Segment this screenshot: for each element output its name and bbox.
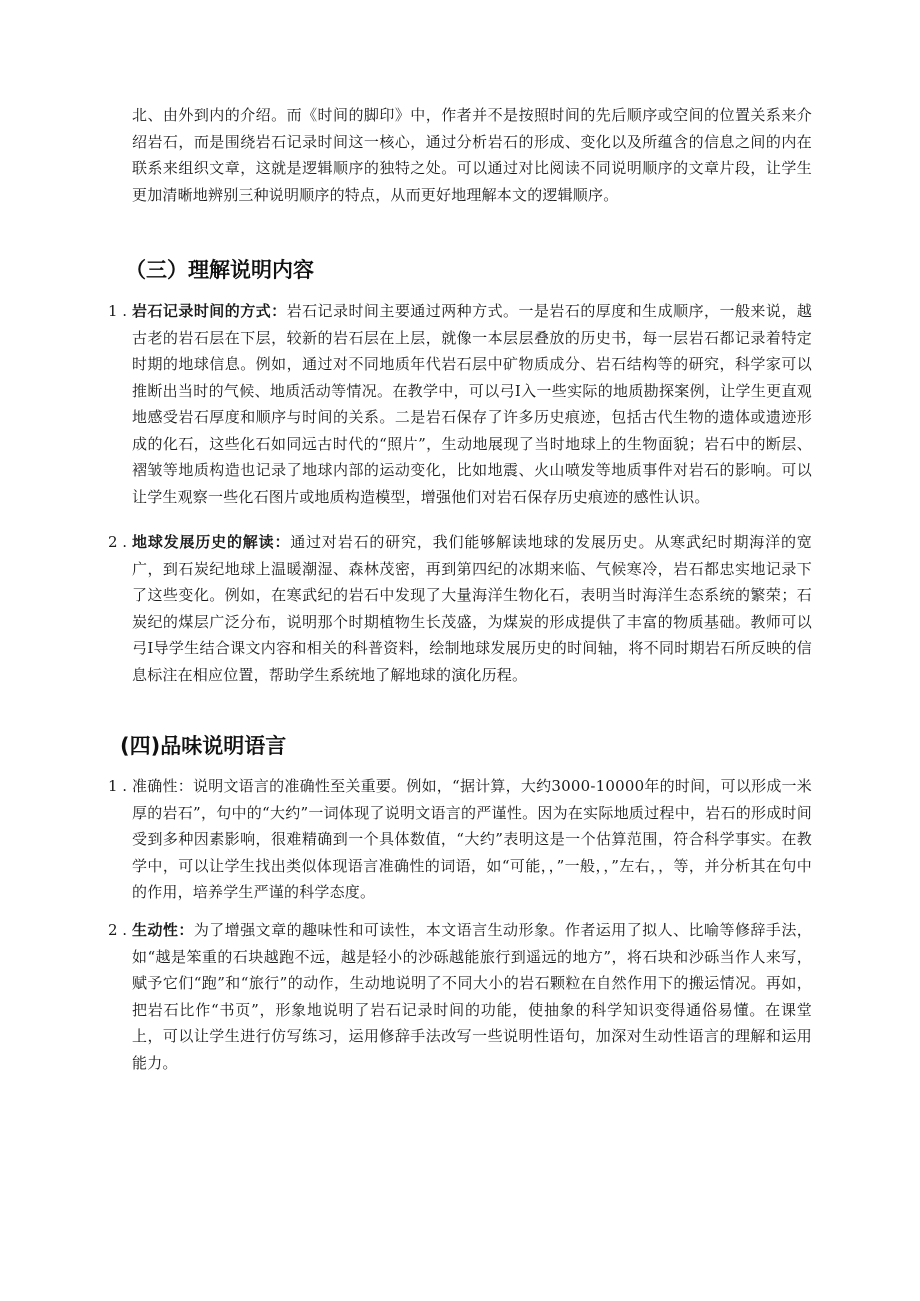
- list-item: [108, 529, 812, 688]
- list-item: [108, 298, 812, 510]
- section-heading-4: (四)品味说明语言: [120, 734, 287, 758]
- list-item-text: 为了增强文章的趣味性和可读性，本文语言生动形象。作者运用了拟人、比喻等修辞手法，如“越是笨重的石块越跑不远，越是轻小的沙砾越能旅行到遥远的地方”，将石块和沙砾当作人来写，赋予它们“跑”和“旅行”的动作，生动地说明了不同大小的岩石颗粒在自然作用下的搬运情况。再如，把岩石比作“书页”，形象地说明了岩石记录时间的功能，使抽象的科学知识变得通俗易懂。在课堂上，可以让学生进行仿写练习，运用修辞手法改写一些说明性语句，加深对生动性语言的理解和运用能力。: [132, 921, 812, 1072]
- list-item-body: [132, 917, 812, 1076]
- list-item-text: 准确性：说明文语言的准确性至关重要。例如，“据计算，大约3000-10000年的时间，可以形成一米厚的岩石”，句中的“大约”一词体现了说明文语言的严谨性。因为在实际地质过程中，岩石的形成时间受到多种因素影响，很难精确到一个具体数值，“大约”表明这是一个估算范围，符合科学事实。在教学中，可以让学生找出类似体现语言准确性的词语，如“可能，，”一般，，”左右，，等，并分析其在句中的作用，培养学生严谨的科学态度。: [132, 777, 812, 901]
- list-item-number: 1 .: [108, 777, 128, 795]
- list-item-body: [132, 298, 812, 510]
- list-item-title: 生动性：: [132, 921, 194, 939]
- list-item-title: 地球发展历史的解读：: [132, 533, 291, 551]
- list-item: [108, 773, 812, 906]
- list-item: [108, 917, 812, 1076]
- list-item-body: [132, 529, 812, 688]
- list-item-number: 2 .: [108, 921, 128, 939]
- section-heading-3: （三）理解说明内容: [125, 258, 314, 282]
- intro-paragraph: 北、由外到内的介绍。而《时间的脚印》中，作者并不是按照时间的先后顺序或空间的位置关系来介绍岩石，而是围绕岩石记录时间这一核心，通过分析岩石的形成、变化以及所蕴含的信息之间的内在联系来组织文章，这就是逻辑顺序的独特之处。可以通过对比阅读不同说明顺序的文章片段，让学生更加清晰地辨别三种说明顺序的特点，从而更好地理解本文的逻辑顺序。: [132, 106, 812, 204]
- list-item-text: 岩石记录时间主要通过两种方式。一是岩石的厚度和生成顺序，一般来说，越古老的岩石层在下层，较新的岩石层在上层，就像一本层层叠放的历史书，每一层岩石都记录着特定时期的地球信息。例如，通过对不同地质年代岩石层中矿物质成分、岩石结构等的研究，科学家可以推断出当时的气候、地质活动等情况。在教学中，可以弓I入一些实际的地质勘探案例，让学生更直观地感受岩石厚度和顺序与时间的关系。二是岩石保存了许多历史痕迹，包括古代生物的遗体或遗迹形成的化石，这些化石如同远古时代的“照片”，生动地展现了当时地球上的生物面貌；岩石中的断层、褶皱等地质构造也记录了地球内部的运动变化，比如地震、火山喷发等地质事件对岩石的影响。可以让学生观察一些化石图片或地质构造模型，增强他们对岩石保存历史痕迹的感性认识。: [132, 302, 812, 506]
- list-item-number: 2 .: [108, 533, 128, 551]
- list-item-text: 通过对岩石的研究，我们能够解读地球的发展历史。从寒武纪时期海洋的宽广，到石炭纪地球上温暖潮湿、森林茂密，再到第四纪的冰期来临、气候寒冷，岩石都忠实地记录下了这些变化。例如，在寒武纪的岩石中发现了大量海洋生物化石，表明当时海洋生态系统的繁荣；石炭纪的煤层广泛分布，说明那个时期植物生长茂盛，为煤炭的形成提供了丰富的物质基础。教师可以弓I导学生结合课文内容和相关的科普资料，绘制地球发展历史的时间轴，将不同时期岩石所反映的信息标注在相应位置，帮助学生系统地了解地球的演化历程。: [132, 533, 812, 684]
- list-item-title: 岩石记录时间的方式：: [132, 302, 287, 320]
- list-item-body: [132, 773, 812, 906]
- list-item-number: 1 .: [108, 302, 128, 320]
